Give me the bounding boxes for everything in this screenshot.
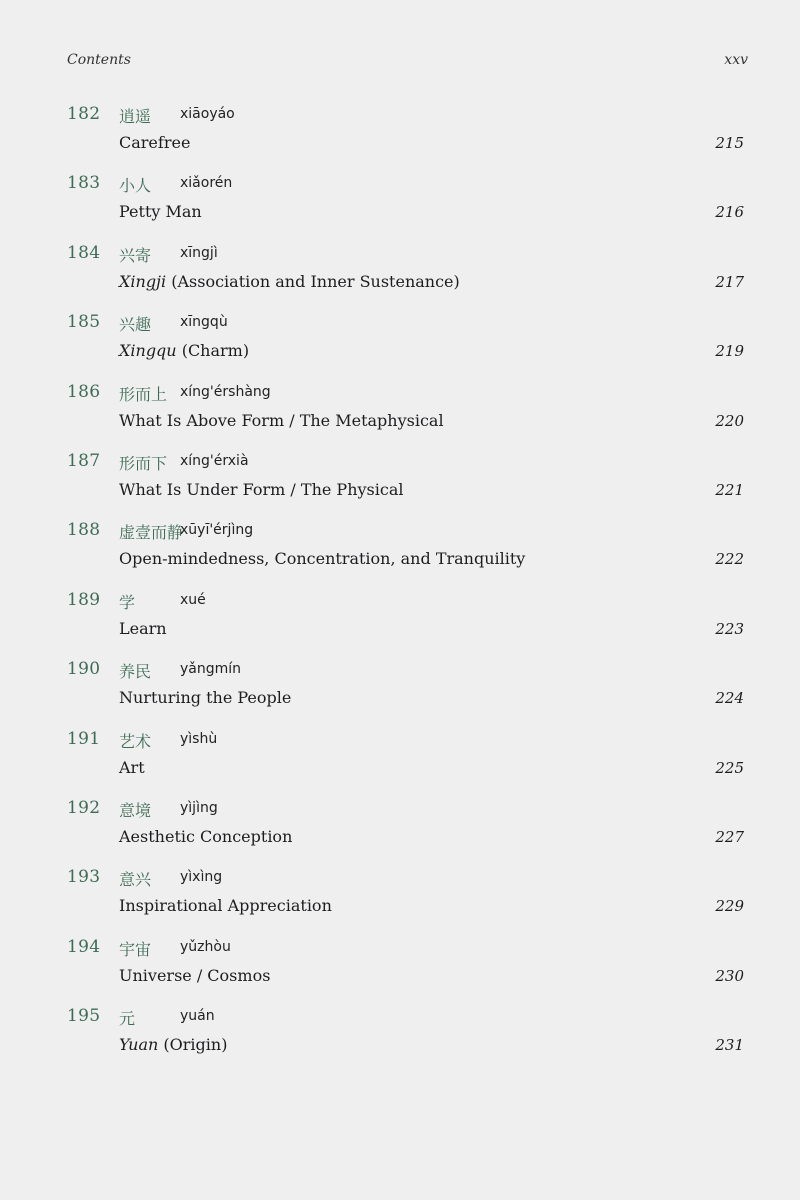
- entry-title: [119, 480, 403, 499]
- entry-title-italic: Xingqu: [119, 341, 177, 361]
- entry-title-italic: Xingji: [119, 271, 167, 291]
- contents-entry: [0, 794, 800, 863]
- entry-title-italic: Yuan: [119, 1035, 159, 1055]
- entry-chinese-term: 养民: [119, 662, 152, 682]
- entry-title-text: Open-mindedness, Concentration, and Tranquility: [119, 549, 526, 569]
- entry-title-text: (Charm): [176, 341, 250, 361]
- entry-page-number: 229: [715, 897, 744, 916]
- contents-list: [0, 100, 800, 1071]
- entry-title: [119, 688, 291, 707]
- contents-entry: [0, 447, 800, 516]
- contents-entry: [0, 239, 800, 308]
- entry-number: 190: [67, 659, 101, 680]
- entry-number: 187: [67, 450, 101, 471]
- entry-page-number: 220: [715, 411, 744, 430]
- entry-chinese-term: 元: [119, 1009, 136, 1029]
- entry-title: [119, 411, 444, 430]
- entry-pinyin: xiāoyáo: [180, 106, 235, 122]
- entry-chinese-term: 宇宙: [119, 939, 152, 959]
- entry-pinyin: yǔzhòu: [180, 938, 231, 955]
- contents-entry: [0, 725, 800, 794]
- contents-entry: [0, 655, 800, 724]
- contents-entry: [0, 378, 800, 447]
- entry-page-number: 216: [715, 203, 744, 222]
- entry-chinese-term: 虚壹而静: [119, 523, 184, 543]
- entry-title: [119, 341, 249, 360]
- entry-title-text: Aesthetic Conception: [119, 826, 293, 846]
- contents-entry: [0, 169, 800, 238]
- entry-title: [119, 827, 292, 846]
- entry-title-text: What Is Under Form / The Physical: [119, 479, 404, 499]
- entry-page-number: 224: [715, 689, 744, 708]
- entry-page-number: 231: [715, 1036, 744, 1055]
- entry-pinyin: yǎngmín: [180, 661, 242, 678]
- entry-chinese-term: 形而下: [119, 453, 168, 473]
- entry-number: 193: [67, 867, 101, 888]
- entry-title-text: Nurturing the People: [119, 688, 292, 708]
- entry-title-text: Carefree: [119, 133, 191, 152]
- entry-chinese-term: 小人: [119, 176, 152, 196]
- contents-entry: [0, 933, 800, 1002]
- entry-pinyin: xíng'érxià: [180, 452, 249, 469]
- entry-title: [119, 549, 525, 568]
- contents-entry: [0, 516, 800, 585]
- entry-page-number: 230: [715, 966, 744, 985]
- entry-number: 186: [67, 381, 101, 402]
- entry-title-text: Universe / Cosmos: [119, 965, 271, 985]
- entry-chinese-term: 形而上: [119, 384, 168, 404]
- entry-title: [119, 758, 145, 777]
- entry-chinese-term: 兴趣: [119, 315, 152, 335]
- entry-pinyin: yìxìng: [180, 869, 223, 886]
- entry-title: [119, 133, 190, 152]
- entry-number: 184: [67, 242, 101, 263]
- entry-pinyin: xīngqù: [180, 314, 228, 331]
- entry-title-text: (Origin): [158, 1035, 228, 1055]
- running-head-section: Contents: [67, 52, 131, 68]
- entry-pinyin: yìjìng: [180, 799, 218, 816]
- entry-chinese-term: 兴寄: [119, 245, 152, 265]
- entry-number: 194: [67, 936, 101, 957]
- entry-title: [119, 966, 270, 985]
- entry-number: 183: [67, 173, 101, 194]
- entry-title-text: Petty Man: [119, 202, 202, 222]
- contents-entry: [0, 863, 800, 932]
- entry-title-text: Inspirational Appreciation: [119, 896, 332, 916]
- contents-entry: [0, 586, 800, 655]
- entry-pinyin: xīngjì: [180, 244, 218, 261]
- entry-pinyin: xiǎorén: [180, 175, 233, 192]
- contents-entry: [0, 100, 800, 169]
- entry-page-number: 225: [715, 758, 744, 777]
- entry-number: 192: [67, 797, 101, 818]
- entry-page-number: 219: [715, 342, 744, 361]
- entry-page-number: 221: [715, 480, 744, 499]
- entry-page-number: 215: [715, 134, 744, 152]
- entry-chinese-term: 意境: [119, 800, 152, 820]
- contents-entry: [0, 308, 800, 377]
- entry-pinyin: xūyī'érjìng: [180, 522, 254, 539]
- entry-number: 195: [67, 1006, 101, 1027]
- entry-title-text: Art: [119, 757, 145, 777]
- entry-number: 188: [67, 520, 101, 541]
- entry-page-number: 217: [715, 272, 744, 291]
- entry-chinese-term: 逍遥: [119, 107, 152, 126]
- entry-title: [119, 202, 202, 221]
- entry-page-number: 227: [715, 827, 744, 846]
- entry-title: [119, 896, 332, 915]
- entry-pinyin: xíng'érshàng: [180, 383, 271, 400]
- entry-pinyin: xué: [180, 591, 206, 608]
- running-head-page-number: xxv: [724, 52, 748, 68]
- entry-title: [119, 619, 167, 638]
- entry-title-text: Learn: [119, 618, 167, 638]
- entry-number: 189: [67, 589, 101, 610]
- entry-title: [119, 1035, 227, 1054]
- entry-title-text: (Association and Inner Sustenance): [166, 271, 460, 291]
- entry-title-text: What Is Above Form / The Metaphysical: [119, 410, 444, 430]
- running-head: [67, 52, 748, 74]
- entry-pinyin: yìshù: [180, 730, 218, 747]
- entry-chinese-term: 学: [119, 592, 136, 612]
- entry-number: 191: [67, 728, 101, 749]
- entry-title: [119, 272, 460, 291]
- entry-page-number: 223: [715, 619, 744, 638]
- entry-number: 182: [67, 104, 101, 124]
- entry-number: 185: [67, 312, 101, 333]
- entry-page-number: 222: [715, 550, 744, 569]
- contents-entry: [0, 1002, 800, 1071]
- entry-chinese-term: 艺术: [119, 731, 152, 751]
- entry-chinese-term: 意兴: [119, 870, 152, 890]
- entry-pinyin: yuán: [180, 1008, 215, 1025]
